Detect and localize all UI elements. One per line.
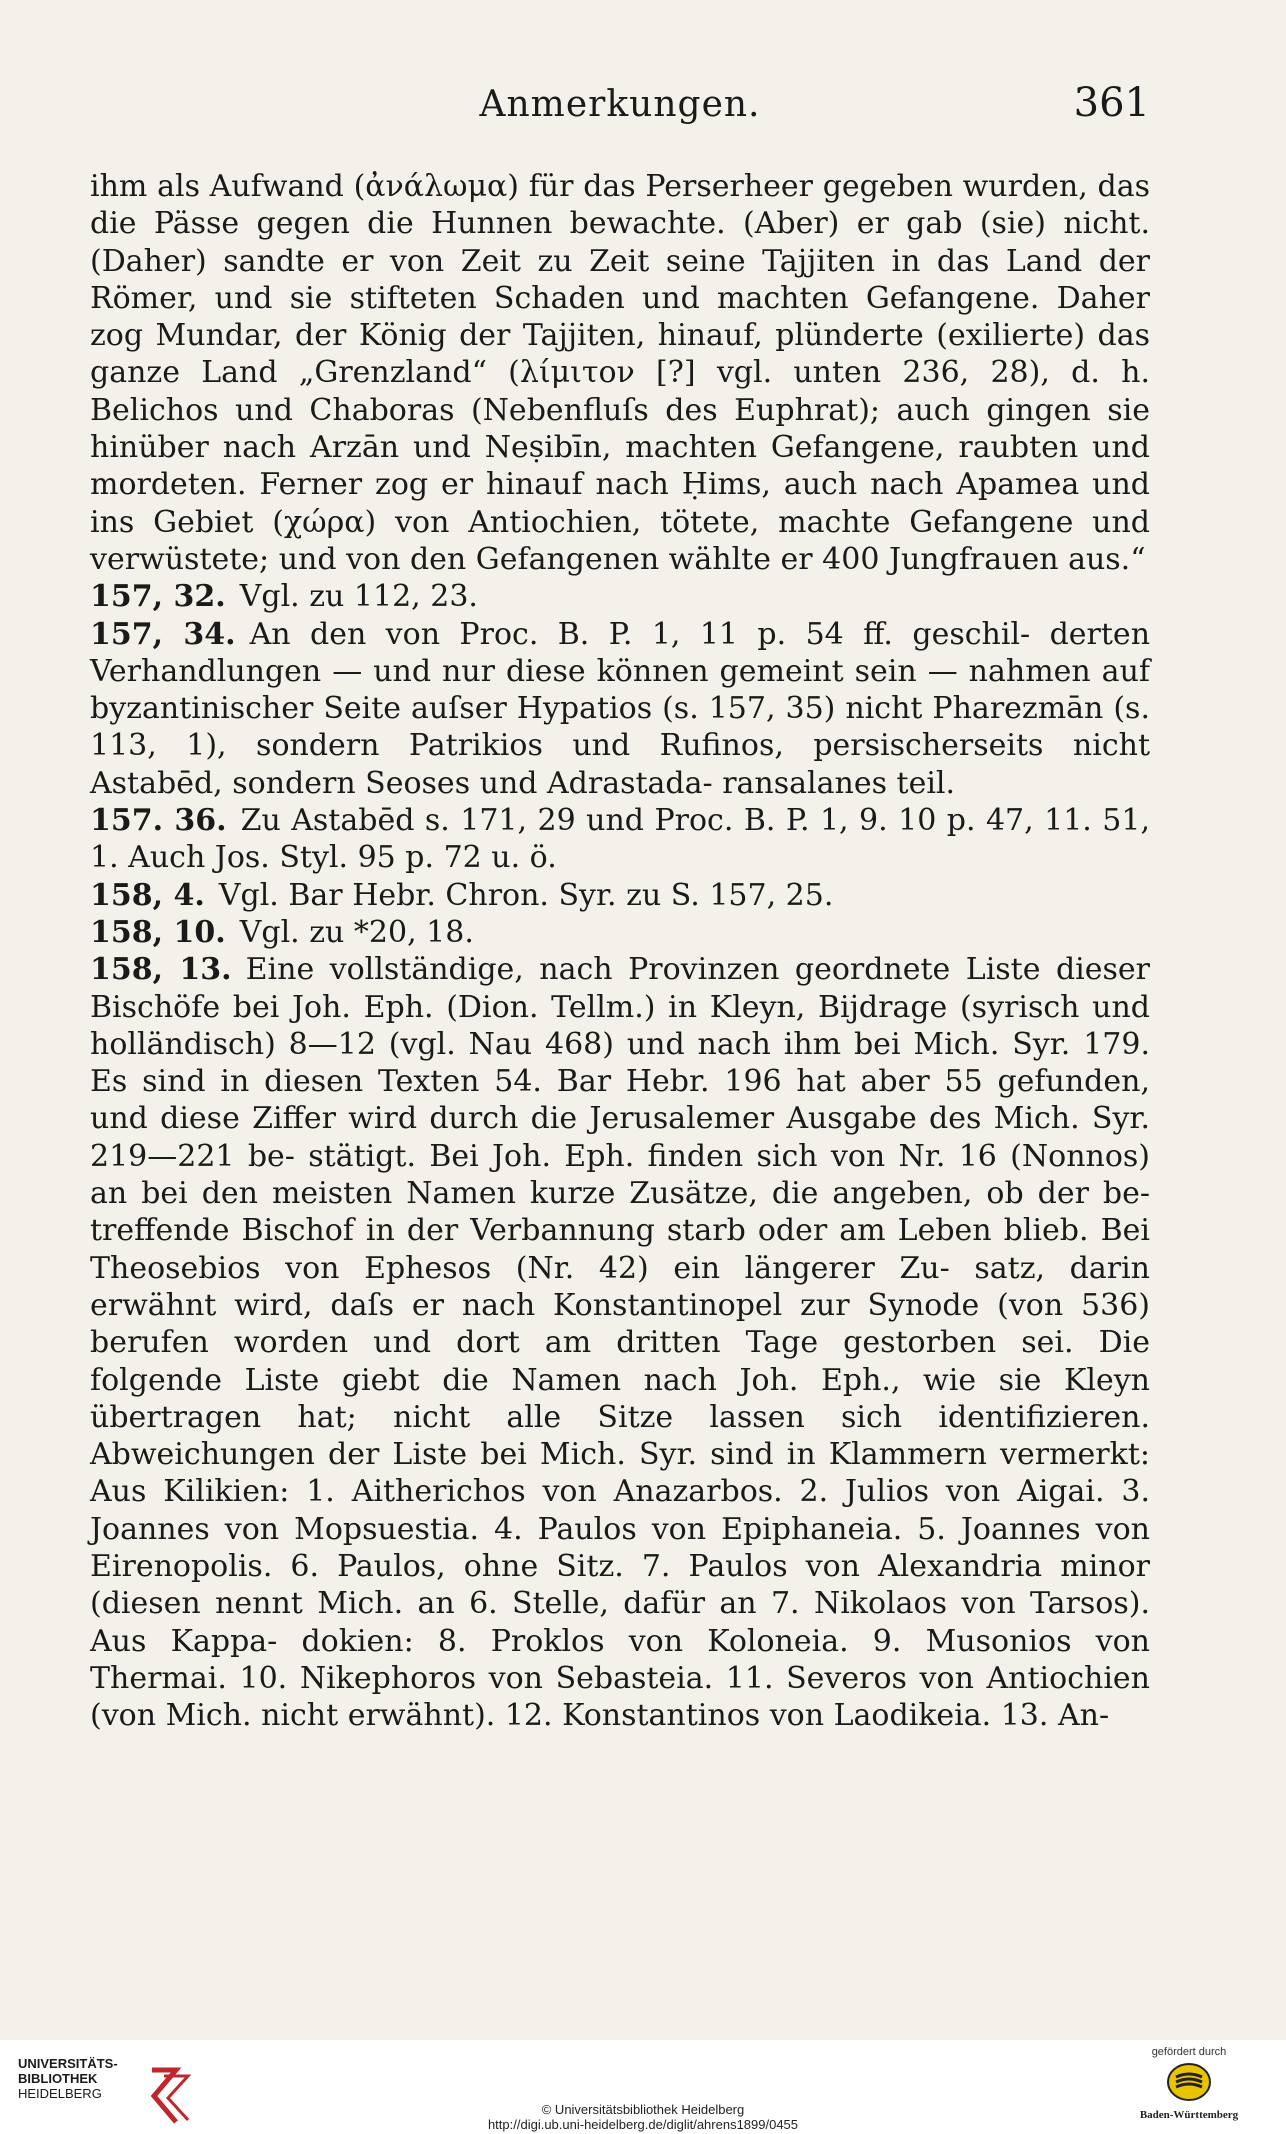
note-ref: 157, 32. xyxy=(90,579,226,615)
note-157-36 xyxy=(90,802,1150,877)
footer xyxy=(0,2040,1286,2134)
note-158-10 xyxy=(90,914,1150,951)
running-title: Anmerkungen. xyxy=(479,84,761,125)
note-ref: 158, 4. xyxy=(90,877,205,913)
copyright-text: © Universitätsbibliothek Heidelberg xyxy=(541,2102,745,2117)
sponsor-label: gefördert durch xyxy=(1151,2046,1227,2058)
note-157-32 xyxy=(90,578,1150,615)
running-head xyxy=(90,80,1150,130)
page-number: 361 xyxy=(1073,80,1150,126)
sponsor-block xyxy=(1114,2046,1264,2121)
note-text: Zu Astabēd s. 171, 29 und Proc. B. P. 1, 9. 10 p. 47, 11. 51, 1. Auch Jos. Styl. 95 p. 72 u. ö. xyxy=(90,803,1150,876)
note-ref: 157. 36. xyxy=(90,803,227,839)
note-text: Vgl. zu 112, 23. xyxy=(239,579,478,615)
note-ref: 158, 13. xyxy=(90,952,232,988)
sponsor-name: Baden-Württemberg xyxy=(1139,2109,1239,2121)
note-158-13 xyxy=(90,951,1150,1734)
note-ref: 158, 10. xyxy=(90,914,226,950)
note-158-4 xyxy=(90,877,1150,914)
logo-line-1: UNIVERSITÄTS- xyxy=(18,2056,118,2071)
logo-line-2: BIBLIOTHEK xyxy=(18,2071,98,2086)
state-coat-of-arms-icon xyxy=(1166,2062,1212,2102)
note-157-34 xyxy=(90,616,1150,802)
note-text: An den von Proc. B. P. 1, 11 p. 54 ff. geschil- derten Verhandlungen — und nur diese können gemeint sein — nahmen auf byzantinischer Seite auſser Hypatios (s. 157, 35) nicht Pharezmān (s. 113, 1), sondern Patrikios und Rufinos, persischerseits nicht Astabēd, sondern Seoses und Adrastada- ransalanes teil. xyxy=(90,616,1151,801)
intro-paragraph: ihm als Aufwand (ἀνάλωμα) für das Perserheer gegeben wurden, das die Pässe gegen die Hunnen bewachte. (Aber) er gab (sie) nicht. (Daher) sandte er von Zeit zu Zeit seine Tajjiten in das Land der Römer, und sie stifteten Schaden und machten Gefangene. Daher zog Mundar, der König der Tajjiten, hinauf, plünderte (exilierte) das ganze Land „Grenzland“ (λίμιτον [?] vgl. unten 236, 28), d. h. Belichos und Chaboras (Nebenfluſs des Euphrat); auch gingen sie hinüber nach Arzān und Neṣibīn, machten Gefangene, raubten und mordeten. Ferner zog er hinauf nach Ḥims, auch nach Apamea und ins Gebiet (χώρα) von Antiochien, tötete, machte Gefangene und verwüstete; und von den Gefangenen wählte er 400 Jungfrauen aus.“ xyxy=(90,169,1150,577)
copyright-block xyxy=(0,2102,1286,2132)
note-text: Eine vollständige, nach Provinzen geordnete Liste dieser Bischöfe bei Joh. Eph. (Dion. Tellm.) in Kleyn, Bijdrage (syrisch und holländisch) 8—12 (vgl. Nau 468) und nach ihm bei Mich. Syr. 179. Es sind in diesen Texten 54. Bar Hebr. 196 hat aber 55 gefunden, und diese Ziffer wird durch die Jerusalemer Ausgabe des Mich. Syr. 219—221 be- stätigt. Bei Joh. Eph. finden sich von Nr. 16 (Nonnos) an bei den meisten Namen kurze Zusätze, die angeben, ob der be- treffende Bischof in der Verbannung starb oder am Leben blieb. Bei Theosebios von Ephesos (Nr. 42) ein längerer Zu- satz, darin erwähnt wird, daſs er nach Konstantinopel zur Synode (von 536) berufen worden und dort am dritten Tage gestorben sei. Die folgende Liste giebt die Namen nach Joh. Eph., wie sie Kleyn übertragen hat; nicht alle Sitze lassen sich identifizieren. Abweichungen der Liste bei Mich. Syr. sind in Klammern vermerkt: Aus Kilikien: 1. Aitherichos von Anazarbos. 2. Julios von Aigai. 3. Joannes von Mopsuestia. 4. Paulos von Epiphaneia. 5. Joannes von Eirenopolis. 6. Paulos, ohne Sitz. 7. Paulos von Alexandria minor (diesen nennt Mich. an 6. Stelle, dafür an 7. Nikolaos von Tarsos). Aus Kappa- dokien: 8. Proklos von Koloneia. 9. Musonios von Thermai. 10. Nikephoros von Sebasteia. 11. Severos von Antiochien (von Mich. nicht erwähnt). 12. Konstantinos von Laodikeia. 13. An- xyxy=(90,952,1150,1734)
note-ref: 157, 34. xyxy=(90,616,236,652)
body-text xyxy=(90,168,1150,1734)
note-text: Vgl. Bar Hebr. Chron. Syr. zu S. 157, 25. xyxy=(218,877,834,913)
note-text: Vgl. zu *20, 18. xyxy=(239,914,474,950)
logo-line-3: HEIDELBERG xyxy=(18,2086,102,2101)
permalink-url[interactable]: http://digi.ub.uni-heidelberg.de/diglit/ahrens1899/0455 xyxy=(487,2117,799,2132)
